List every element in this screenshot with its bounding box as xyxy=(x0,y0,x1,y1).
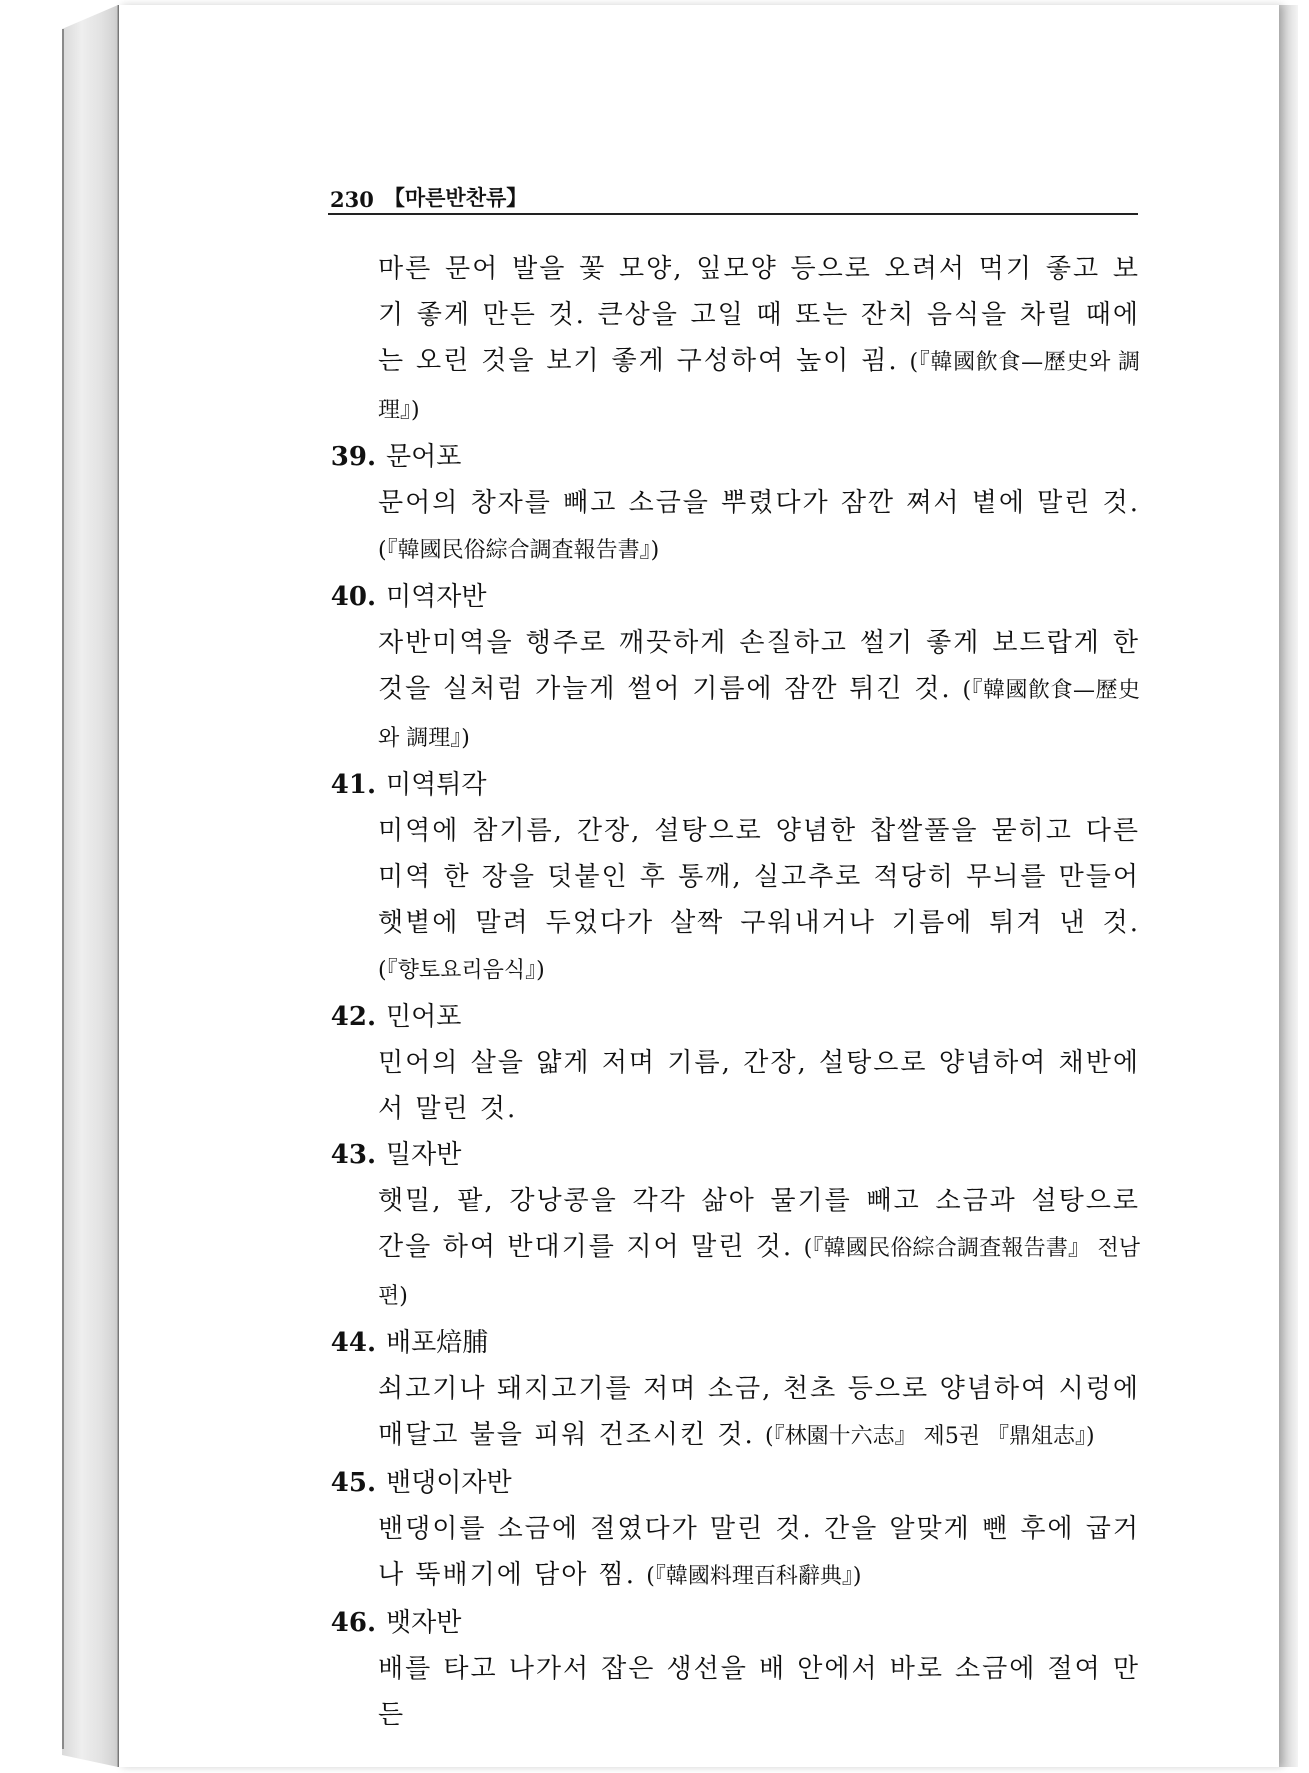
entry-source: (『韓國料理百科辭典』) xyxy=(646,1564,862,1589)
entry xyxy=(330,574,1140,762)
entry-number: 39. xyxy=(330,442,376,472)
book-spine xyxy=(62,5,118,1767)
entry-heading xyxy=(330,1460,1140,1506)
entry-title: 미역자반 xyxy=(386,582,487,612)
entry-text: 쇠고기나 돼지고기를 저며 소금, 천초 등으로 양념하여 시렁에 매달고 불을 피워 건조시킨 것. xyxy=(378,1374,1140,1450)
page-number: 230 xyxy=(330,187,374,212)
entry-heading xyxy=(330,762,1140,808)
entry-text: 민어의 살을 얇게 저며 기름, 간장, 설탕으로 양념하여 채반에서 말린 것. xyxy=(378,1048,1140,1124)
entry-text: 마른 문어 발을 꽃 모양, 잎모양 등으로 오려서 먹기 좋고 보기 좋게 만든 것. 큰상을 고일 때 또는 잔치 음식을 차릴 때에는 오린 것을 보기 좋게 구성하여 높이 굄. xyxy=(378,254,1140,376)
entry-text: 자반미역을 행주로 깨끗하게 손질하고 썰기 좋게 보드랍게 한 것을 실처럼 가늘게 썰어 기름에 잠깐 튀긴 것. xyxy=(378,628,1140,704)
entry-number: 43. xyxy=(330,1140,376,1170)
entry-body xyxy=(378,1646,1140,1738)
entry-text: 밴댕이를 소금에 절였다가 말린 것. 간을 알맞게 뺀 후에 굽거나 뚝배기에 담아 찜. xyxy=(378,1514,1140,1590)
entry xyxy=(330,1460,1140,1600)
entry-text: 배를 타고 나가서 잡은 생선을 배 안에서 바로 소금에 절여 만든 xyxy=(378,1654,1140,1730)
entry-source: (『林園十六志』 제5권 『鼎俎志』) xyxy=(764,1424,1095,1449)
entry-text: 햇밀, 팥, 강낭콩을 각각 삶아 물기를 빼고 소금과 설탕으로 간을 하여 반대기를 지어 말린 것. xyxy=(378,1186,1140,1262)
entry-text: 미역에 참기름, 간장, 설탕으로 양념한 찹쌀풀을 묻히고 다른 미역 한 장을 덧붙인 후 통깨, 실고추로 적당히 무늬를 만들어 햇볕에 말려 두었다가 살짝 구워내거나 기름에 튀겨 낸 것. xyxy=(378,816,1140,938)
entry-text: 문어의 창자를 빼고 소금을 뿌렸다가 잠깐 쪄서 볕에 말린 것. xyxy=(378,488,1140,518)
entry-heading xyxy=(330,434,1140,480)
entry-body xyxy=(378,1506,1140,1600)
entry-title: 뱃자반 xyxy=(386,1608,462,1638)
entry-source: (『韓國飮食—歷史와 調理』) xyxy=(378,678,1140,751)
entry xyxy=(330,762,1140,994)
entry-number: 46. xyxy=(330,1608,376,1638)
section-title: 【마른반찬류】 xyxy=(383,185,528,210)
entry-title: 민어포 xyxy=(386,1002,462,1032)
entry-source: (『향토요리음식』) xyxy=(378,958,545,983)
entry-heading xyxy=(330,1600,1140,1646)
entry-source: (『韓國飮食—歷史와 調理』) xyxy=(378,350,1140,423)
entry xyxy=(330,1132,1140,1320)
header-rule xyxy=(328,213,1138,215)
entry-body xyxy=(378,1366,1140,1460)
entry-body xyxy=(378,1040,1140,1132)
entry xyxy=(330,994,1140,1132)
entry-heading xyxy=(330,574,1140,620)
page-header xyxy=(330,180,1138,212)
entry-number: 44. xyxy=(330,1328,376,1358)
entry xyxy=(330,1320,1140,1460)
entry-title: 미역튀각 xyxy=(386,770,487,800)
book-spine-edge xyxy=(62,29,64,1749)
entry-heading xyxy=(330,1320,1140,1366)
entry-body xyxy=(378,480,1140,574)
entry-heading xyxy=(330,1132,1140,1178)
entry-body xyxy=(378,620,1140,762)
entry-body xyxy=(378,1178,1140,1320)
entry-number: 45. xyxy=(330,1468,376,1498)
entry-number: 42. xyxy=(330,1002,376,1032)
continuation-paragraph xyxy=(378,246,1140,434)
entry xyxy=(330,1600,1140,1738)
entry-title: 밴댕이자반 xyxy=(386,1468,512,1498)
entry-number: 41. xyxy=(330,770,376,800)
entry-source: (『韓國民俗綜合調査報告書』 전남편) xyxy=(378,1236,1140,1309)
page-edge-shadow xyxy=(1278,5,1298,1767)
entry-title: 배포焙脯 xyxy=(386,1328,489,1358)
page-content xyxy=(330,246,1140,1738)
entry-source: (『韓國民俗綜合調査報告書』) xyxy=(378,538,660,563)
entry-number: 40. xyxy=(330,582,376,612)
entry-heading xyxy=(330,994,1140,1040)
entry-body xyxy=(378,808,1140,994)
entry-title: 밀자반 xyxy=(386,1140,462,1170)
entry-title: 문어포 xyxy=(386,442,462,472)
entry xyxy=(330,434,1140,574)
